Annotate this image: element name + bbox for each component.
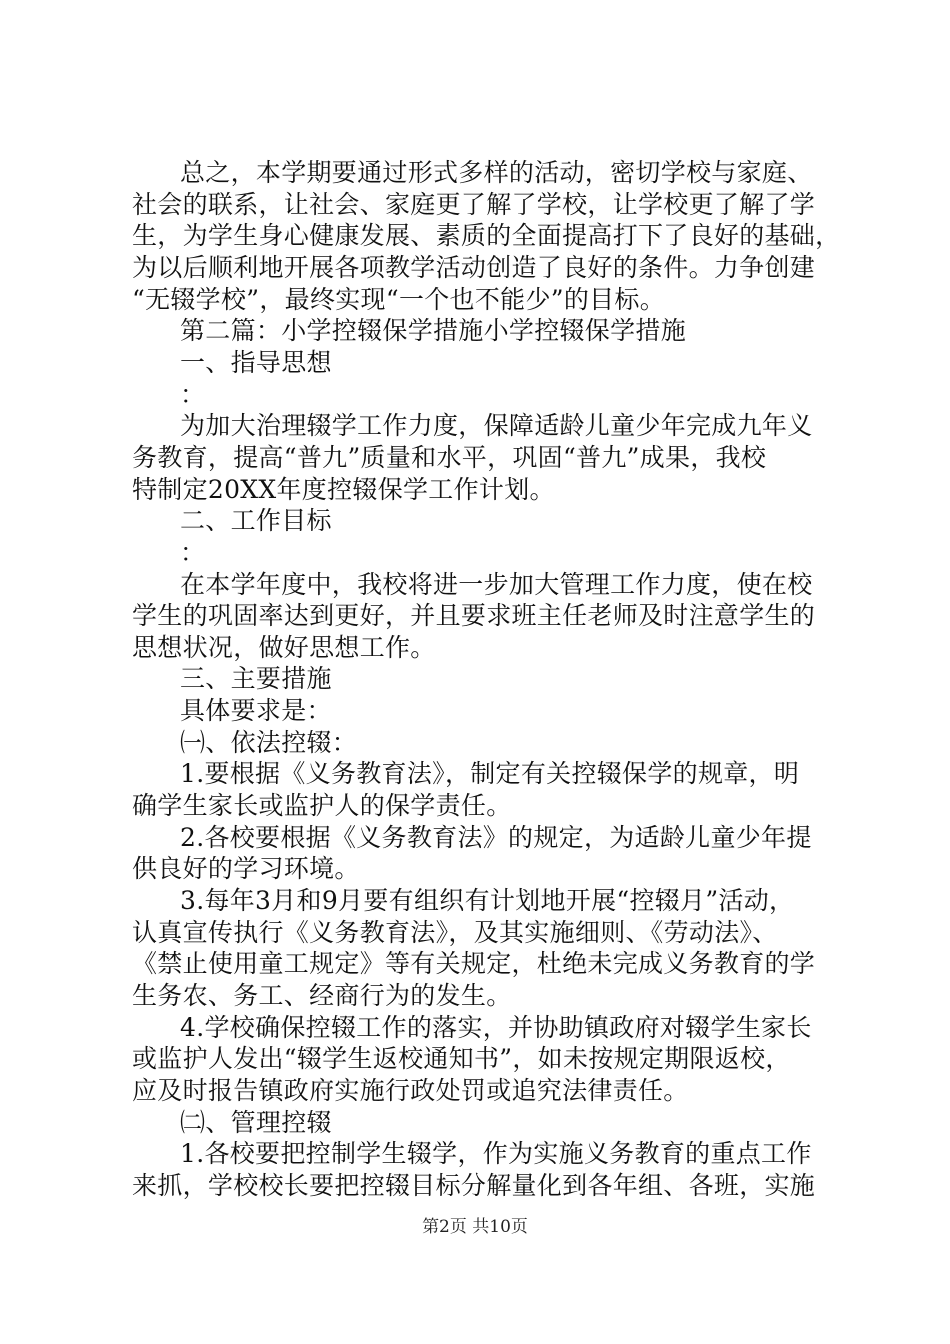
body-line: 生务农、务工、经商行为的发生。	[132, 980, 512, 1010]
body-line: 《禁止使用童工规定》等有关规定，杜绝未完成义务教育的学	[132, 949, 816, 979]
body-line: 生，为学生身心健康发展、素质的全面提高打下了良好的基础，	[132, 221, 841, 251]
body-line: 第二篇：小学控辍保学措施小学控辍保学措施	[180, 316, 687, 346]
body-line: 应及时报告镇政府实施行政处罚或追究法律责任。	[132, 1075, 689, 1105]
body-line: 2.各校要根据《义务教育法》的规定，为适龄儿童少年提	[180, 822, 812, 852]
body-line: 3.每年3月和9月要有组织有计划地开展“控辍月”活动，	[180, 885, 795, 915]
body-line: 社会的联系，让社会、家庭更了解了学校，让学校更了解了学	[132, 189, 816, 219]
body-line: 在本学年度中，我校将进一步加大管理工作力度，使在校	[180, 569, 813, 599]
page-footer: 第2页 共10页	[422, 1217, 528, 1237]
body-line: 4.学校确保控辍工作的落实，并协助镇政府对辍学生家长	[180, 1012, 812, 1042]
body-line: 学生的巩固率达到更好，并且要求班主任老师及时注意学生的	[132, 601, 816, 631]
body-line: 务教育，提高“普九”质量和水平，巩固“普九”成果，我校	[132, 442, 767, 472]
body-line: ：	[180, 379, 206, 409]
body-line: 来抓，学校校长要把控辍目标分解量化到各年组、各班，实施	[132, 1170, 816, 1200]
body-line: 供良好的学习环境。	[132, 854, 360, 884]
body-line: 特制定20XX年度控辍保学工作计划。	[132, 474, 555, 504]
body-line: ㈡、管理控辍	[180, 1107, 332, 1137]
body-line: 一、指导思想	[180, 347, 332, 377]
body-line: 为以后顺利地开展各项教学活动创造了良好的条件。力争创建	[132, 252, 816, 282]
body-line: 为加大治理辍学工作力度，保障适龄儿童少年完成九年义	[180, 411, 813, 441]
body-line: 或监护人发出“辍学生返校通知书”，如未按规定期限返校，	[132, 1044, 791, 1074]
body-line: 1.各校要把控制学生辍学，作为实施义务教育的重点工作	[180, 1139, 812, 1169]
body-line: “无辍学校”，最终实现“一个也不能少”的目标。	[132, 284, 666, 314]
body-line: ㈠、依法控辍：	[180, 727, 358, 757]
body-line: 1.要根据《义务教育法》，制定有关控辍保学的规章，明	[180, 759, 800, 789]
body-line: 总之，本学期要通过形式多样的活动，密切学校与家庭、	[180, 158, 813, 187]
body-line: 三、主要措施	[180, 664, 332, 694]
body-line: 二、工作目标	[180, 506, 332, 536]
body-line: 具体要求是：	[180, 696, 332, 725]
body-line: ：	[180, 537, 206, 567]
body-line: 确学生家长或监护人的保学责任。	[132, 791, 512, 820]
body-line: 思想状况，做好思想工作。	[132, 632, 436, 662]
body-line: 认真宣传执行《义务教育法》，及其实施细则、《劳动法》、	[132, 917, 778, 947]
